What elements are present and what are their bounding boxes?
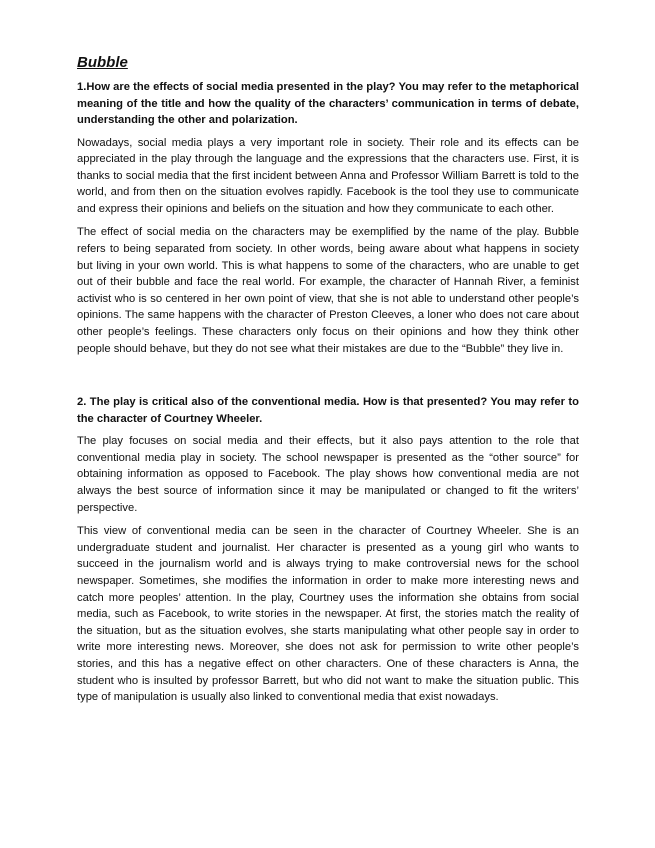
question-1: 1.How are the effects of social media presented in the play? You may refer to the metaphorical meaning of the title and how the quality of the characters’ communication in terms of debate, understanding the other and polarization.	[77, 81, 579, 126]
answer-1-paragraph-1: Nowadays, social media plays a very important role in society. Their role and its effects can be appreciated in the play through the language and the expressions that the characters use. First, it is thanks to social media that the first incident between Anna and Professor William Barrett is told to the world, and from then on the situation evolves rapidly. Facebook is the tool they use to communicate and express their opinions and beliefs on the situation and how they communicate to each other.	[77, 136, 579, 215]
answer-2-paragraph-1: The play focuses on social media and their effects, but it also pays attention to the role that conventional media play in society. The school newspaper is presented as the “other source” for obtaining information as opposed to Facebook. The play shows how conventional media are not always the best source of information since it may be manipulated or changed to fit the writers’ perspective.	[77, 435, 579, 514]
section-spacer	[77, 364, 579, 394]
answer-1-paragraph-2: The effect of social media on the characters may be exemplified by the name of the play. Bubble refers to being separated from society. In other words, being aware about what happens in society but living in your own world. This is what happens to some of the characters, who are unable to get out of their bubble and face the real world. For example, the character of Hannah River, a feminist activist who is so centered in her own point of view, that she is not able to understand other people’s opinions. The same happens with the character of Preston Cleeves, a loner who does not care about other people’s feelings. These characters only focus on their opinions and how they think other people should behave, but they do not see what their mistakes are due to the “Bubble” they live in.	[77, 226, 579, 355]
question-2: 2. The play is critical also of the conventional media. How is that presented? You may refer to the character of Courtney Wheeler.	[77, 396, 579, 425]
document-title: Bubble	[77, 54, 128, 71]
document-page	[77, 54, 579, 713]
answer-2-paragraph-2: This view of conventional media can be seen in the character of Courtney Wheeler. She is an undergraduate student and journalist. Her character is presented as a young girl who wants to succeed in the journalism world and is always trying to make controversial news for the school newspaper. Sometimes, she modifies the information in order to make more interesting news and catch more peoples’ attention. In the play, Courtney uses the information she obtains from social media, such as Facebook, to write stories in the newspaper. At first, the stories match the reality of the situation, but as the situation evolves, she starts manipulating what other people say in order to write more interesting news. Moreover, she does not ask for permission to write other people’s stories, and this has a negative effect on other characters. One of these characters is Anna, the student who is insulted by professor Barrett, but who did not want to make the situation public. This type of manipulation is usually also linked to conventional media that exist nowadays.	[77, 525, 579, 704]
